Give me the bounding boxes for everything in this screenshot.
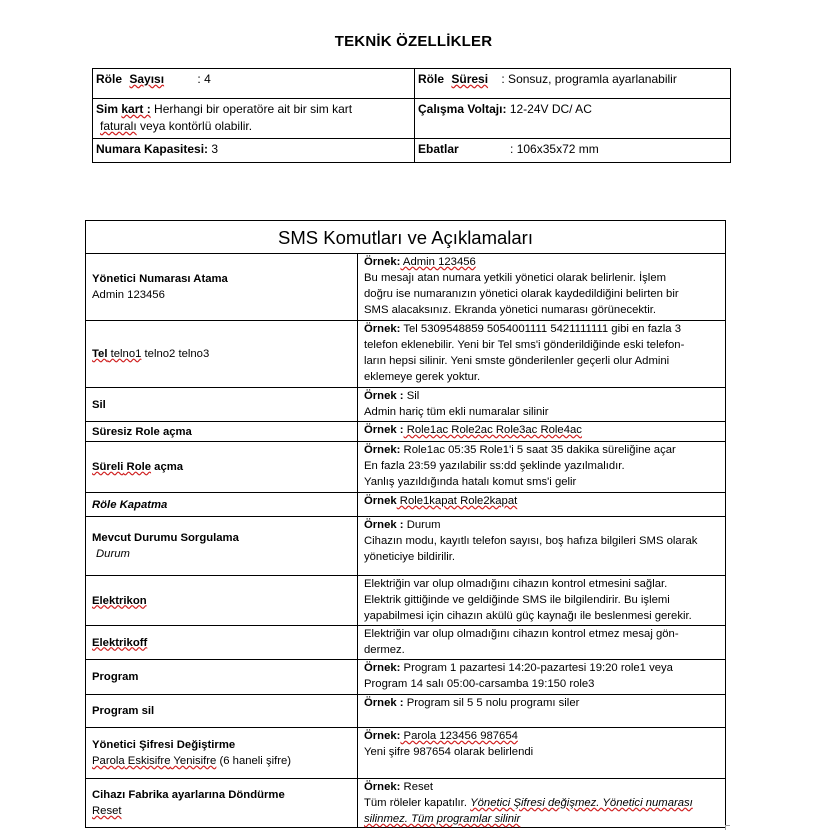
command-name: açma — [151, 461, 184, 473]
description-text: silinmez. Tüm programlar silinir — [364, 813, 521, 825]
table-row — [86, 321, 726, 388]
spec-cell-voltaj — [415, 99, 731, 139]
example-label: Örnek : — [364, 390, 404, 402]
command-name: Yönetici Numarası Atama — [92, 273, 228, 285]
command-cell — [86, 626, 358, 660]
example-label: Örnek : — [364, 519, 404, 531]
description-text: Elektriğin var olup olmadığını cihazın kontrol etmesini sağlar. — [364, 578, 668, 590]
command-syntax: Yenisifre — [170, 755, 217, 767]
command-syntax: (6 haneli şifre) — [216, 755, 292, 767]
description-cell — [358, 728, 726, 779]
spec-label: Röle — [418, 72, 445, 86]
example-label: Örnek — [364, 495, 397, 507]
command-cell: Program — [86, 660, 358, 695]
spec-label: Süresi — [451, 72, 489, 86]
command-syntax: Eskisifre — [124, 755, 171, 767]
spec-row — [93, 69, 731, 99]
spec-row — [93, 139, 731, 163]
description-cell — [358, 388, 726, 422]
table-row — [86, 221, 726, 254]
table-row — [86, 660, 726, 695]
table-row — [86, 576, 726, 626]
command-cell — [86, 254, 358, 321]
example-label: Örnek: — [364, 256, 401, 268]
command-cell — [86, 576, 358, 626]
table-row — [86, 779, 726, 828]
command-syntax: Reset — [92, 805, 122, 817]
spec-value: 12-24V DC/ AC — [506, 102, 592, 116]
spec-label: kart : — [121, 102, 151, 116]
command-cell — [86, 321, 358, 388]
description-text: dermez. — [364, 644, 405, 656]
sms-table-title: SMS Komutları ve Açıklamaları — [86, 221, 726, 254]
example-label: Örnek: — [364, 730, 401, 742]
description-text: Admin hariç tüm ekli numaralar silinir — [364, 406, 549, 418]
description-text: Cihazın modu, kayıtlı telefon sayısı, boş hafıza bilgileri SMS olarak — [364, 535, 698, 547]
example-value: Program sil 5 5 nolu programı siler — [403, 697, 580, 709]
example-value: Role1kapat Role2kapat — [396, 495, 518, 507]
description-cell — [358, 254, 726, 321]
description-cell — [358, 779, 726, 828]
command-name: Süreli — [92, 461, 124, 473]
example-value: Tel 5309548859 5054001111 5421111111 gibi en fazla 3 — [400, 323, 681, 335]
spec-label: Çalışma Voltajı: — [418, 102, 507, 116]
description-cell — [358, 321, 726, 388]
table-row — [86, 493, 726, 517]
table-row — [86, 422, 726, 442]
spec-value: veya kontörlü olabilir. — [136, 119, 253, 133]
command-cell — [86, 517, 358, 576]
command-name: Role — [123, 461, 152, 473]
command-name: Elektrikoff — [92, 636, 148, 649]
command-cell — [86, 728, 358, 779]
example-label: Örnek: — [364, 323, 401, 335]
example-value: Durum — [403, 519, 441, 531]
description-text: Elektrik gittiğinde ve geldiğinde SMS ile bilgilendirir. Bu işlemi — [364, 594, 670, 606]
description-cell — [358, 493, 726, 517]
spec-label: Ebatlar — [418, 142, 459, 156]
command-name: Tel — [92, 348, 108, 360]
example-value: Reset — [400, 781, 434, 793]
page-title: TEKNİK ÖZELLİKLER — [334, 33, 493, 50]
example-value: Admin 123456 — [400, 256, 476, 268]
command-name: Elektrikon — [92, 594, 147, 607]
description-text: Program 14 salı 05:00-carsamba 19:150 role3 — [364, 678, 595, 690]
spec-table — [92, 68, 731, 163]
table-row — [86, 388, 726, 422]
description-text: En fazla 23:59 yazılabilir ss:dd şeklinde yazılmalıdır. — [364, 460, 625, 472]
spec-cell-kapasite — [93, 139, 415, 163]
description-text: Yönetici Şifresi değişmez. Yönetici numarası — [470, 797, 693, 809]
spec-cell-sim — [93, 99, 415, 139]
command-name: Cihazı Fabrika ayarlarına Döndürme — [92, 789, 285, 801]
spec-value: Herhangi bir operatöre ait bir sim kart — [154, 102, 353, 116]
spec-label: Sayısı — [129, 72, 165, 86]
spec-value: 3 — [208, 142, 219, 156]
table-row — [86, 254, 726, 321]
command-name: Yönetici Şifresi Değiştirme — [92, 739, 236, 751]
example-label: Örnek: — [364, 444, 401, 456]
description-text: SMS alacaksınız. Ekranda yönetici numarası görünecektir. — [364, 304, 656, 316]
description-text: ların hepsi silinir. Yeni smste gönderilenler geçerli olur Admini — [364, 355, 670, 367]
description-cell — [358, 442, 726, 493]
table-row — [86, 442, 726, 493]
spec-label: Sim — [96, 102, 119, 116]
example-value: Sil — [403, 390, 420, 402]
command-syntax: Parola — [92, 755, 125, 767]
command-cell: Sil — [86, 388, 358, 422]
example-label: Örnek: — [364, 662, 401, 674]
command-syntax: telno1 — [107, 348, 142, 360]
spec-cell-role-sayisi — [93, 69, 415, 99]
command-name: Mevcut Durumu Sorgulama — [92, 532, 239, 544]
description-cell — [358, 517, 726, 576]
command-syntax: Admin 123456 — [92, 289, 165, 301]
description-text: yöneticiye bildirilir. — [364, 551, 456, 563]
example-value: Parola 123456 987654 — [400, 730, 518, 742]
description-cell — [358, 660, 726, 695]
spec-value: : Sonsuz, programla ayarlanabilir — [501, 72, 677, 86]
description-cell — [358, 695, 726, 728]
description-text: Bu mesajı atan numara yetkili yönetici olarak belirlenir. İşlem — [364, 272, 667, 284]
description-text: telefon eklenebilir. Yeni bir Tel sms'i gönderildiğinde eski telefon- — [364, 339, 685, 351]
description-text: Yanlış yazıldığında hatalı komut sms'i gelir — [364, 476, 577, 488]
spec-cell-role-suresi — [415, 69, 731, 99]
command-syntax: Durum — [96, 548, 130, 560]
table-row — [86, 517, 726, 576]
table-row — [86, 695, 726, 728]
description-cell — [358, 576, 726, 626]
spec-value: : 106x35x72 mm — [510, 142, 599, 156]
spec-label: Röle — [96, 72, 123, 86]
spec-label: Numara Kapasitesi: — [96, 142, 209, 156]
command-cell — [86, 442, 358, 493]
sms-commands-table — [85, 220, 726, 828]
spec-value: faturalı — [100, 119, 137, 133]
command-cell — [86, 779, 358, 828]
example-label: Örnek: — [364, 781, 401, 793]
table-row — [86, 626, 726, 660]
example-label: Örnek : — [364, 697, 404, 709]
command-cell: Program sil — [86, 695, 358, 728]
description-cell — [358, 626, 726, 660]
example-value: Role1ac Role2ac Role3ac Role4ac — [403, 424, 582, 436]
table-row — [86, 728, 726, 779]
description-text: Yeni şifre 987654 olarak belirlendi — [364, 746, 534, 758]
spec-row — [93, 99, 731, 139]
example-value: Role1ac 05:35 Role1'i 5 saat 35 dakika süreliğine açar — [400, 444, 676, 456]
description-text: eklemeye gerek yoktur. — [364, 371, 481, 383]
description-text: Elektriğin var olup olmadığını cihazın kontrol etmez mesaj gön- — [364, 628, 679, 640]
example-label: Örnek : — [364, 424, 404, 436]
description-text: yapabilmesi için cihazın akülü güç kaynağı ile beslenmesi gerekir. — [364, 610, 692, 622]
example-value: Program 1 pazartesi 14:20-pazartesi 19:20 role1 veya — [400, 662, 673, 674]
description-text: Tüm röleler kapatılır. — [364, 797, 471, 809]
command-cell: Süresiz Role açma — [86, 422, 358, 442]
spec-cell-ebat — [415, 139, 731, 163]
command-syntax: telno2 telno3 — [141, 348, 210, 360]
description-cell — [358, 422, 726, 442]
description-text: doğru ise numaranızın yönetici olarak kaydedildiğini belirten bir — [364, 288, 679, 300]
command-cell: Röle Kapatma — [86, 493, 358, 517]
page-corner-mark — [725, 825, 730, 830]
spec-value: : 4 — [197, 72, 211, 86]
